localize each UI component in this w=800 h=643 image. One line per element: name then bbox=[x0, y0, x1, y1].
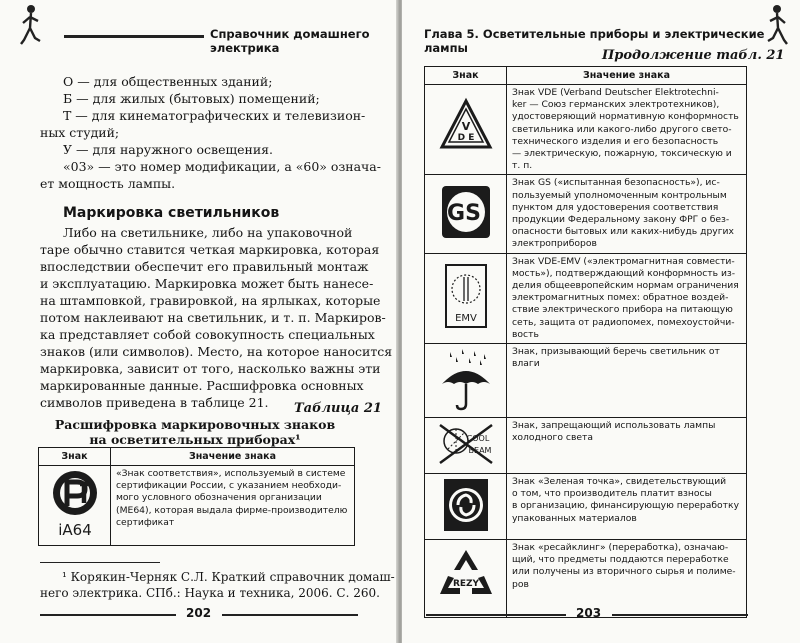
vde-emv-icon bbox=[438, 259, 494, 333]
meaning-line: пунктом для удостоверения соответствия bbox=[512, 201, 719, 213]
sign-cell bbox=[39, 466, 111, 546]
text-line: «03» — это номер модификации, а «60» означа- bbox=[63, 159, 381, 174]
body-line: и эксплуатацию. Маркировка может быть нанесе- bbox=[40, 276, 374, 291]
footer-rule bbox=[222, 614, 358, 616]
meaning-line: Знак, запрещающий использовать лампы bbox=[512, 420, 716, 432]
vde-triangle-icon bbox=[436, 95, 496, 161]
sign-cell bbox=[425, 344, 507, 418]
meaning-cell bbox=[507, 253, 747, 343]
column-header: Знак bbox=[39, 448, 111, 466]
meaning-cell bbox=[507, 85, 747, 175]
meaning-line: продукции Федеральному закону ФРГ о без- bbox=[512, 214, 730, 226]
meaning-line: удостоверяющий нормативную конформность bbox=[512, 111, 739, 123]
meaning-line: электромагнитных помех: обратное воздей- bbox=[512, 292, 729, 304]
running-head-text: Глава 5. Осветительные приборы и электрические лампы bbox=[424, 27, 765, 55]
meaning-cell bbox=[111, 466, 355, 546]
header-rule bbox=[64, 35, 204, 38]
meaning-line: мого условного обозначения организации bbox=[116, 492, 322, 504]
meaning-line: о том, что производитель платит взносы bbox=[512, 488, 712, 500]
meaning-line: мость»), подтверждающий конформность из- bbox=[512, 267, 736, 279]
body-line: символов приведена в таблице 21. bbox=[40, 395, 269, 410]
meaning-line: Знак VDE (Verband Deutscher Elektrotechni- bbox=[512, 87, 719, 98]
meaning-line: ров bbox=[512, 578, 529, 590]
meaning-line: ker — Союз германских электротехников), bbox=[512, 99, 720, 111]
text-line: О — для общественных зданий; bbox=[63, 74, 273, 89]
meaning-cell bbox=[507, 344, 747, 418]
running-head-text: Справочник домашнего электрика bbox=[210, 27, 370, 55]
meaning-cell bbox=[507, 175, 747, 253]
running-figure-icon bbox=[20, 4, 42, 46]
sign-cell bbox=[425, 474, 507, 540]
body-line: Либо на светильнике, либо на упаковочной bbox=[63, 225, 353, 240]
page-number: 203 bbox=[576, 606, 602, 620]
sign-cell bbox=[425, 540, 507, 618]
emv-text: EMV bbox=[454, 313, 477, 325]
table-row bbox=[39, 466, 355, 546]
column-header: Значение знака bbox=[507, 67, 747, 85]
table-row bbox=[425, 418, 747, 474]
green-dot-icon bbox=[438, 475, 494, 535]
meaning-line: вость bbox=[512, 328, 539, 340]
meaning-line: ствие электрического прибора на питающую bbox=[512, 304, 733, 316]
text-line: Т — для кинематографических и телевизион- bbox=[63, 108, 366, 123]
body-line: маркировка, зависит от того, насколько важны эти bbox=[40, 361, 381, 376]
section-heading: Маркировка светильников bbox=[63, 205, 280, 221]
table-row bbox=[425, 175, 747, 253]
rst-certification-mark-icon bbox=[44, 468, 106, 540]
footnote: ¹ Корякин-Черняк С.Л. Краткий справочник домаш- bbox=[62, 570, 395, 584]
right-page bbox=[402, 0, 800, 643]
meaning-line: делия общеевропейским нормам ограничения bbox=[512, 280, 739, 292]
text-line: ет мощность лампы. bbox=[40, 176, 176, 191]
meaning-line: или получены из вторичного сырья и полиме- bbox=[512, 566, 736, 578]
page-number: 202 bbox=[186, 606, 212, 620]
marking-table bbox=[38, 447, 355, 546]
footnote-rule bbox=[40, 562, 160, 563]
column-header: Знак bbox=[425, 67, 507, 85]
table-title: на осветительных приборах¹ bbox=[89, 432, 301, 447]
meaning-line: (МЕ64), которая выдала фирме-производителю bbox=[116, 504, 348, 516]
meaning-line: сертификат bbox=[116, 516, 175, 528]
meaning-line: холодного света bbox=[512, 432, 594, 444]
continuation-label: Продолжение табл. 21 bbox=[602, 48, 785, 63]
sign-cell bbox=[425, 85, 507, 175]
sign-cell bbox=[425, 175, 507, 253]
marking-table-continued bbox=[424, 66, 747, 618]
meaning-line: «Знак соответствия», используемый в системе bbox=[116, 468, 346, 479]
meaning-cell bbox=[507, 474, 747, 540]
svg-text:GS: GS bbox=[446, 201, 481, 227]
meaning-line: сеть, защита от радиопомех, помехоустойчи- bbox=[512, 316, 735, 328]
cool-text: COOL bbox=[466, 433, 489, 443]
table-row bbox=[425, 85, 747, 175]
meaning-line: Знак «ресайклинг» (переработка), означаю- bbox=[512, 542, 729, 554]
svg-text:D E: D E bbox=[457, 132, 474, 143]
running-head-right bbox=[424, 22, 784, 55]
meaning-cell bbox=[507, 418, 747, 474]
cool-beam-prohibited-icon bbox=[434, 419, 498, 469]
gs-safety-icon bbox=[438, 182, 494, 242]
column-header: Значение знака bbox=[111, 448, 355, 466]
text-line: Б — для жилых (бытовых) помещений; bbox=[63, 91, 320, 106]
footer-rule bbox=[426, 614, 566, 616]
sign-cell bbox=[425, 253, 507, 343]
footnote: него электрика. СПб.: Наука и техника, 2006. С. 260. bbox=[40, 586, 380, 600]
footer-rule bbox=[40, 614, 176, 616]
recycling-icon bbox=[434, 544, 498, 610]
body-line: ка представляет собой совокупность специальных bbox=[40, 327, 375, 342]
sign-cell bbox=[425, 418, 507, 474]
meaning-line: сертификации России, с указанием необходи- bbox=[116, 480, 342, 492]
text-line: У — для наружного освещения. bbox=[63, 142, 274, 157]
svg-text:V: V bbox=[461, 119, 470, 133]
body-line: впоследствии обеспечит его правильный монтаж bbox=[40, 259, 369, 274]
umbrella-rain-icon bbox=[436, 346, 496, 412]
footer-rule bbox=[612, 614, 748, 616]
table-header-row bbox=[425, 67, 747, 85]
beam-text: BEAM bbox=[468, 445, 491, 455]
rezy-text: REZY bbox=[452, 578, 479, 589]
meaning-line: светильника или какого-либо другого свето- bbox=[512, 123, 732, 135]
table-row bbox=[425, 253, 747, 343]
meaning-line: Знак VDE-EMV («электромагнитная совмести- bbox=[512, 255, 735, 267]
meaning-line: Знак «Зеленая точка», свидетельствующий bbox=[512, 476, 727, 488]
meaning-line: щий, что предметы поддаются переработке bbox=[512, 554, 729, 566]
body-line: потом наклеивают на светильник, и т. п. Маркиров- bbox=[40, 310, 386, 325]
body-line: знаков (или символов). Место, на которое наносится bbox=[40, 344, 393, 359]
meaning-cell bbox=[507, 540, 747, 618]
running-head-left bbox=[64, 22, 374, 55]
meaning-line: — электрическую, пожарную, токсическую и т. п. bbox=[512, 148, 732, 172]
meaning-line: опасности бытовых или каких-нибудь других bbox=[512, 226, 734, 238]
meaning-line: влаги bbox=[512, 358, 540, 370]
text-line: ных студий; bbox=[40, 125, 120, 140]
table-label: Таблица 21 bbox=[294, 401, 382, 416]
body-line: на штамповкой, гравировкой, на ярлыках, которые bbox=[40, 293, 381, 308]
meaning-line: Знак, призывающий беречь светильник от bbox=[512, 346, 720, 358]
body-line: таре обычно ставится четкая маркировка, которая bbox=[40, 242, 380, 257]
meaning-line: пользуемый уполномоченным контрольным bbox=[512, 189, 727, 201]
table-title: Расшифровка маркировочных знаков bbox=[54, 417, 336, 432]
body-line: маркированные данные. Расшифровка основных bbox=[40, 378, 364, 393]
rst-code-text: iА64 bbox=[57, 520, 92, 539]
meaning-line: в организацию, финансирующую переработку bbox=[512, 500, 740, 512]
table-row bbox=[425, 344, 747, 418]
meaning-line: электроприборов bbox=[512, 238, 597, 250]
left-page bbox=[0, 0, 398, 643]
table-header-row bbox=[39, 448, 355, 466]
meaning-line: Знак GS («испытанная безопасность»), ис- bbox=[512, 177, 720, 189]
running-figure-icon bbox=[766, 4, 788, 46]
meaning-line: технического изделия и его безопасность bbox=[512, 135, 719, 147]
table-row bbox=[425, 474, 747, 540]
meaning-line: упакованных материалов bbox=[512, 512, 637, 524]
